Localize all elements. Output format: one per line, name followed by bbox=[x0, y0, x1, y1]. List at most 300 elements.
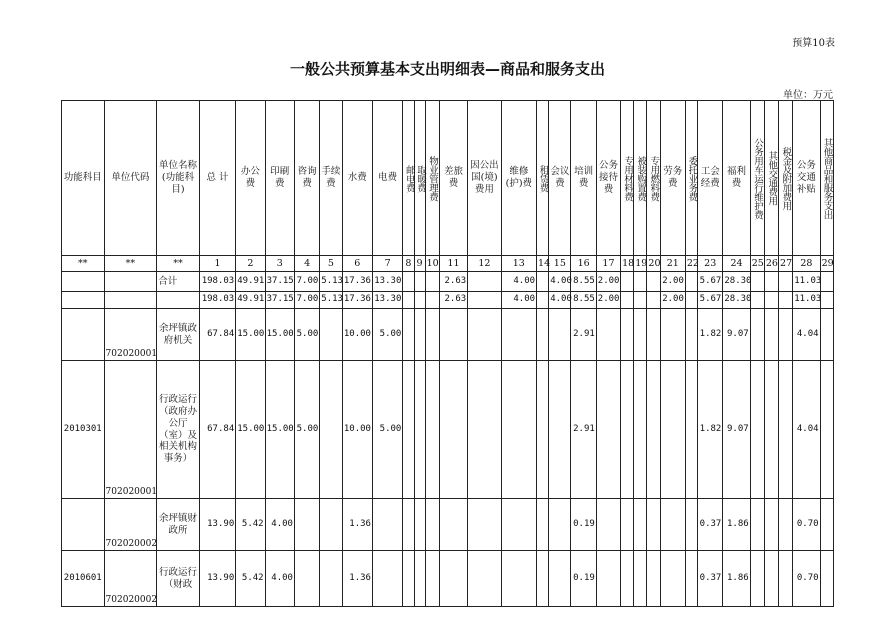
column-header bbox=[104, 101, 157, 256]
amount-cell: 5.42 bbox=[236, 551, 265, 607]
column-index: 10 bbox=[425, 256, 439, 272]
amount-cell bbox=[320, 309, 342, 361]
amount-cell bbox=[647, 292, 660, 309]
amount-cell bbox=[764, 499, 778, 551]
amount-cell bbox=[647, 272, 660, 292]
amount-cell bbox=[779, 551, 793, 607]
column-header bbox=[199, 101, 235, 256]
amount-cell bbox=[634, 499, 647, 551]
function-code-cell bbox=[62, 499, 105, 551]
amount-cell bbox=[403, 292, 414, 309]
amount-cell bbox=[621, 361, 634, 499]
amount-cell bbox=[501, 309, 536, 361]
column-header-label: 办公费 bbox=[240, 166, 260, 189]
amount-cell bbox=[779, 272, 793, 292]
amount-cell bbox=[596, 309, 620, 361]
amount-cell bbox=[549, 361, 571, 499]
amount-cell bbox=[501, 361, 536, 499]
amount-cell: 17.36 bbox=[342, 272, 372, 292]
amount-cell: 1.82 bbox=[698, 309, 723, 361]
column-header bbox=[265, 101, 294, 256]
amount-cell bbox=[820, 499, 833, 551]
amount-cell bbox=[647, 361, 660, 499]
column-index: 25 bbox=[750, 256, 764, 272]
amount-cell: 5.13 bbox=[320, 272, 342, 292]
amount-cell bbox=[750, 361, 764, 499]
column-header bbox=[342, 101, 372, 256]
amount-cell bbox=[468, 551, 501, 607]
amount-cell bbox=[425, 361, 439, 499]
column-header-label: 取暖费 bbox=[415, 164, 426, 192]
function-row bbox=[62, 551, 834, 607]
column-header-label: 租赁费 bbox=[537, 164, 549, 192]
column-header bbox=[403, 101, 414, 256]
budget-table bbox=[61, 100, 834, 607]
column-header bbox=[647, 101, 660, 256]
column-header-label: 总 计 bbox=[206, 172, 229, 184]
amount-cell bbox=[647, 309, 660, 361]
column-index: 23 bbox=[698, 256, 723, 272]
amount-cell bbox=[537, 309, 549, 361]
amount-cell bbox=[634, 272, 647, 292]
amount-cell bbox=[750, 499, 764, 551]
amount-cell bbox=[414, 272, 425, 292]
column-index: ** bbox=[157, 256, 200, 272]
amount-cell bbox=[621, 272, 634, 292]
column-header-label: 水费 bbox=[347, 172, 367, 184]
unit-name-cell: 行政运行（政府办公厅（室）及相关机构事务） bbox=[157, 361, 200, 499]
amount-cell bbox=[685, 272, 697, 292]
column-header-label: 物业管理费 bbox=[426, 155, 438, 201]
amount-cell: 4.00 bbox=[549, 292, 571, 309]
amount-cell bbox=[425, 309, 439, 361]
index-row bbox=[62, 256, 834, 272]
amount-cell bbox=[403, 499, 414, 551]
amount-cell: 5.67 bbox=[698, 292, 723, 309]
column-header bbox=[723, 101, 750, 256]
amount-cell: 4.00 bbox=[501, 272, 536, 292]
amount-cell bbox=[403, 309, 414, 361]
unit-name-cell: 余坪镇政府机关 bbox=[157, 309, 200, 361]
amount-cell: 4.00 bbox=[501, 292, 536, 309]
amount-cell bbox=[750, 292, 764, 309]
column-header bbox=[425, 101, 439, 256]
amount-cell: 5.00 bbox=[294, 361, 319, 499]
amount-cell: 2.00 bbox=[596, 292, 620, 309]
column-header bbox=[750, 101, 764, 256]
column-index: 21 bbox=[660, 256, 685, 272]
amount-cell: 13.30 bbox=[372, 272, 402, 292]
amount-cell: 67.84 bbox=[199, 309, 235, 361]
function-code-cell: 2010601 bbox=[62, 551, 105, 607]
column-header bbox=[634, 101, 647, 256]
amount-cell bbox=[403, 272, 414, 292]
function-code-cell bbox=[62, 272, 105, 292]
column-header bbox=[320, 101, 342, 256]
amount-cell bbox=[660, 499, 685, 551]
amount-cell bbox=[820, 309, 833, 361]
column-header-label: 专用燃料费 bbox=[648, 155, 660, 201]
amount-cell bbox=[425, 499, 439, 551]
column-header-label: 印刷费 bbox=[270, 166, 290, 189]
amount-cell: 4.00 bbox=[265, 551, 294, 607]
amount-cell bbox=[685, 309, 697, 361]
unit-name-cell bbox=[157, 292, 200, 309]
amount-cell bbox=[501, 551, 536, 607]
amount-cell bbox=[372, 499, 402, 551]
column-header-label: 其他交通费用 bbox=[766, 151, 778, 205]
amount-cell bbox=[634, 361, 647, 499]
column-header-label: 咨询费 bbox=[297, 166, 317, 189]
amount-cell: 10.00 bbox=[342, 309, 372, 361]
amount-cell: 10.00 bbox=[342, 361, 372, 499]
column-header-label: 差旅费 bbox=[443, 166, 463, 189]
amount-cell bbox=[621, 292, 634, 309]
amount-cell: 2.91 bbox=[571, 361, 596, 499]
amount-cell: 9.07 bbox=[723, 361, 750, 499]
amount-cell: 2.00 bbox=[660, 292, 685, 309]
column-index: 4 bbox=[294, 256, 319, 272]
unit-code-cell bbox=[104, 292, 157, 309]
amount-cell: 1.82 bbox=[698, 361, 723, 499]
column-index: 6 bbox=[342, 256, 372, 272]
column-index: 3 bbox=[265, 256, 294, 272]
amount-cell: 67.84 bbox=[199, 361, 235, 499]
amount-cell bbox=[294, 499, 319, 551]
amount-cell bbox=[764, 292, 778, 309]
amount-cell: 15.00 bbox=[236, 309, 265, 361]
unit-name-cell: 行政运行（财政 bbox=[157, 551, 200, 607]
amount-cell bbox=[320, 499, 342, 551]
amount-cell bbox=[764, 551, 778, 607]
amount-cell: 7.00 bbox=[294, 292, 319, 309]
column-index: 14 bbox=[537, 256, 549, 272]
column-header bbox=[501, 101, 536, 256]
amount-cell bbox=[750, 309, 764, 361]
amount-cell bbox=[621, 551, 634, 607]
amount-cell bbox=[537, 361, 549, 499]
amount-cell: 5.00 bbox=[372, 309, 402, 361]
amount-cell bbox=[403, 551, 414, 607]
amount-cell bbox=[403, 361, 414, 499]
column-header bbox=[294, 101, 319, 256]
amount-cell bbox=[468, 272, 501, 292]
column-header bbox=[439, 101, 467, 256]
amount-cell: 2.00 bbox=[660, 272, 685, 292]
amount-cell: 1.86 bbox=[723, 499, 750, 551]
amount-cell: 11.03 bbox=[793, 272, 820, 292]
amount-cell bbox=[764, 309, 778, 361]
amount-cell bbox=[596, 361, 620, 499]
amount-cell bbox=[414, 499, 425, 551]
column-index: 1 bbox=[199, 256, 235, 272]
amount-cell bbox=[468, 292, 501, 309]
column-index: 27 bbox=[779, 256, 793, 272]
column-index: 15 bbox=[549, 256, 571, 272]
amount-cell bbox=[320, 551, 342, 607]
column-header bbox=[414, 101, 425, 256]
amount-cell bbox=[750, 272, 764, 292]
amount-cell bbox=[414, 309, 425, 361]
amount-cell: 0.70 bbox=[793, 499, 820, 551]
amount-cell bbox=[439, 499, 467, 551]
column-header bbox=[779, 101, 793, 256]
column-index: 20 bbox=[647, 256, 660, 272]
amount-cell: 5.67 bbox=[698, 272, 723, 292]
amount-cell bbox=[779, 499, 793, 551]
column-header bbox=[660, 101, 685, 256]
column-index: ** bbox=[104, 256, 157, 272]
amount-cell bbox=[634, 551, 647, 607]
column-index: 19 bbox=[634, 256, 647, 272]
amount-cell: 5.00 bbox=[372, 361, 402, 499]
amount-cell: 7.00 bbox=[294, 272, 319, 292]
amount-cell: 13.90 bbox=[199, 499, 235, 551]
unit-code-cell: 702020001 bbox=[104, 309, 157, 361]
amount-cell: 11.03 bbox=[793, 292, 820, 309]
amount-cell bbox=[621, 499, 634, 551]
amount-cell bbox=[439, 309, 467, 361]
amount-cell: 1.36 bbox=[342, 499, 372, 551]
column-header-label: 劳务费 bbox=[663, 166, 683, 189]
amount-cell bbox=[425, 292, 439, 309]
column-header-label: 培训费 bbox=[574, 166, 594, 189]
amount-cell: 2.00 bbox=[596, 272, 620, 292]
column-header bbox=[537, 101, 549, 256]
amount-cell bbox=[660, 309, 685, 361]
column-header-label: 专用材料费 bbox=[621, 155, 633, 201]
amount-cell: 4.04 bbox=[793, 309, 820, 361]
column-header-label: 其他商品和服务支出 bbox=[821, 137, 833, 219]
amount-cell: 8.55 bbox=[571, 292, 596, 309]
amount-cell bbox=[685, 551, 697, 607]
amount-cell bbox=[779, 309, 793, 361]
column-index: 13 bbox=[501, 256, 536, 272]
amount-cell: 5.00 bbox=[294, 309, 319, 361]
column-index: 12 bbox=[468, 256, 501, 272]
unit-row bbox=[62, 309, 834, 361]
column-header bbox=[62, 101, 105, 256]
amount-cell: 0.37 bbox=[698, 551, 723, 607]
amount-cell: 4.00 bbox=[265, 499, 294, 551]
function-code-cell bbox=[62, 292, 105, 309]
column-index: 26 bbox=[764, 256, 778, 272]
column-header-label: 委托业务费 bbox=[686, 155, 698, 201]
unit-label: 单位：万元 bbox=[783, 90, 833, 101]
column-header bbox=[372, 101, 402, 256]
amount-cell: 4.04 bbox=[793, 361, 820, 499]
amount-cell bbox=[294, 551, 319, 607]
amount-cell: 15.00 bbox=[265, 309, 294, 361]
amount-cell bbox=[820, 292, 833, 309]
amount-cell bbox=[537, 499, 549, 551]
column-index: 18 bbox=[621, 256, 634, 272]
column-index: 29 bbox=[820, 256, 833, 272]
amount-cell: 37.15 bbox=[265, 292, 294, 309]
column-header bbox=[764, 101, 778, 256]
column-header-label: 因公出国(境)费用 bbox=[470, 160, 499, 195]
amount-cell bbox=[685, 361, 697, 499]
amount-cell: 2.63 bbox=[439, 272, 467, 292]
column-header-label: 会议费 bbox=[550, 166, 570, 189]
amount-cell bbox=[537, 292, 549, 309]
unit-code-cell bbox=[104, 272, 157, 292]
amount-cell: 5.42 bbox=[236, 499, 265, 551]
amount-cell bbox=[549, 551, 571, 607]
total-row bbox=[62, 292, 834, 309]
column-header-label: 维修(护)费 bbox=[505, 166, 533, 189]
header-row bbox=[62, 101, 834, 256]
amount-cell bbox=[596, 551, 620, 607]
column-header-label: 单位名称(功能科目) bbox=[158, 160, 197, 195]
amount-cell: 17.36 bbox=[342, 292, 372, 309]
function-row bbox=[62, 361, 834, 499]
column-header-label: 邮电费 bbox=[403, 164, 415, 192]
amount-cell bbox=[647, 551, 660, 607]
form-number: 预算10表 bbox=[792, 38, 835, 49]
column-index: ** bbox=[62, 256, 105, 272]
amount-cell bbox=[425, 272, 439, 292]
amount-cell: 2.91 bbox=[571, 309, 596, 361]
amount-cell: 13.90 bbox=[199, 551, 235, 607]
column-header-label: 福利费 bbox=[727, 166, 747, 189]
column-header bbox=[621, 101, 634, 256]
amount-cell bbox=[439, 551, 467, 607]
amount-cell: 5.13 bbox=[320, 292, 342, 309]
amount-cell bbox=[414, 292, 425, 309]
amount-cell bbox=[685, 499, 697, 551]
amount-cell bbox=[820, 551, 833, 607]
amount-cell bbox=[501, 499, 536, 551]
column-index: 9 bbox=[414, 256, 425, 272]
column-header bbox=[820, 101, 833, 256]
amount-cell bbox=[596, 499, 620, 551]
amount-cell bbox=[820, 361, 833, 499]
amount-cell: 9.07 bbox=[723, 309, 750, 361]
column-header bbox=[571, 101, 596, 256]
column-header-label: 公务交通补贴 bbox=[796, 160, 816, 195]
amount-cell: 49.91 bbox=[236, 272, 265, 292]
amount-cell: 37.15 bbox=[265, 272, 294, 292]
column-index: 8 bbox=[403, 256, 414, 272]
amount-cell: 0.19 bbox=[571, 551, 596, 607]
amount-cell: 0.37 bbox=[698, 499, 723, 551]
column-index: 17 bbox=[596, 256, 620, 272]
function-code-cell bbox=[62, 309, 105, 361]
column-index: 28 bbox=[793, 256, 820, 272]
amount-cell bbox=[439, 361, 467, 499]
page-title: 一般公共预算基本支出明细表—商品和服务支出 bbox=[289, 60, 605, 78]
amount-cell bbox=[372, 551, 402, 607]
amount-cell bbox=[537, 551, 549, 607]
amount-cell: 1.86 bbox=[723, 551, 750, 607]
column-index: 24 bbox=[723, 256, 750, 272]
unit-name-cell: 余坪镇财政所 bbox=[157, 499, 200, 551]
column-header bbox=[685, 101, 697, 256]
amount-cell bbox=[764, 361, 778, 499]
amount-cell: 28.30 bbox=[723, 292, 750, 309]
amount-cell bbox=[468, 499, 501, 551]
amount-cell: 13.30 bbox=[372, 292, 402, 309]
amount-cell bbox=[549, 309, 571, 361]
amount-cell bbox=[779, 292, 793, 309]
column-header-label: 税金及附加费用 bbox=[780, 146, 792, 210]
column-header-label: 工会经费 bbox=[700, 166, 720, 189]
column-header bbox=[549, 101, 571, 256]
amount-cell bbox=[425, 551, 439, 607]
column-header-label: 手续费 bbox=[321, 166, 341, 189]
amount-cell: 198.03 bbox=[199, 272, 235, 292]
unit-row bbox=[62, 499, 834, 551]
column-index: 16 bbox=[571, 256, 596, 272]
unit-code-cell: 702020002 bbox=[104, 551, 157, 607]
amount-cell: 28.30 bbox=[723, 272, 750, 292]
column-header bbox=[468, 101, 501, 256]
amount-cell bbox=[634, 309, 647, 361]
amount-cell bbox=[820, 272, 833, 292]
unit-code-cell: 702020001 bbox=[104, 361, 157, 499]
amount-cell: 8.55 bbox=[571, 272, 596, 292]
column-header-label: 功能科目 bbox=[63, 172, 102, 184]
column-header bbox=[236, 101, 265, 256]
column-header-label: 电费 bbox=[378, 172, 398, 184]
amount-cell bbox=[320, 361, 342, 499]
unit-code-cell: 702020002 bbox=[104, 499, 157, 551]
unit-name-cell: 合计 bbox=[157, 272, 200, 292]
column-header bbox=[157, 101, 200, 256]
total-row bbox=[62, 272, 834, 292]
amount-cell: 2.63 bbox=[439, 292, 467, 309]
column-header-label: 被装购置费 bbox=[635, 155, 647, 201]
column-header-label: 公务用车运行维护费 bbox=[752, 137, 764, 219]
amount-cell bbox=[764, 272, 778, 292]
column-index: 2 bbox=[236, 256, 265, 272]
function-code-cell: 2010301 bbox=[62, 361, 105, 499]
amount-cell bbox=[621, 309, 634, 361]
column-header-label: 单位代码 bbox=[111, 172, 150, 184]
amount-cell: 49.91 bbox=[236, 292, 265, 309]
amount-cell: 15.00 bbox=[236, 361, 265, 499]
amount-cell bbox=[750, 551, 764, 607]
amount-cell: 1.36 bbox=[342, 551, 372, 607]
amount-cell bbox=[414, 551, 425, 607]
amount-cell bbox=[634, 292, 647, 309]
column-index: 7 bbox=[372, 256, 402, 272]
amount-cell: 0.19 bbox=[571, 499, 596, 551]
amount-cell bbox=[660, 361, 685, 499]
amount-cell: 4.00 bbox=[549, 272, 571, 292]
column-index: 11 bbox=[439, 256, 467, 272]
amount-cell bbox=[468, 361, 501, 499]
column-index: 5 bbox=[320, 256, 342, 272]
column-index: 22 bbox=[685, 256, 697, 272]
amount-cell bbox=[414, 361, 425, 499]
amount-cell bbox=[685, 292, 697, 309]
amount-cell: 198.03 bbox=[199, 292, 235, 309]
amount-cell bbox=[537, 272, 549, 292]
amount-cell bbox=[779, 361, 793, 499]
amount-cell bbox=[549, 499, 571, 551]
amount-cell: 15.00 bbox=[265, 361, 294, 499]
amount-cell bbox=[647, 499, 660, 551]
column-header-label: 公务接待费 bbox=[598, 160, 618, 195]
amount-cell bbox=[468, 309, 501, 361]
amount-cell bbox=[660, 551, 685, 607]
column-header bbox=[698, 101, 723, 256]
amount-cell: 0.70 bbox=[793, 551, 820, 607]
column-header bbox=[793, 101, 820, 256]
column-header bbox=[596, 101, 620, 256]
